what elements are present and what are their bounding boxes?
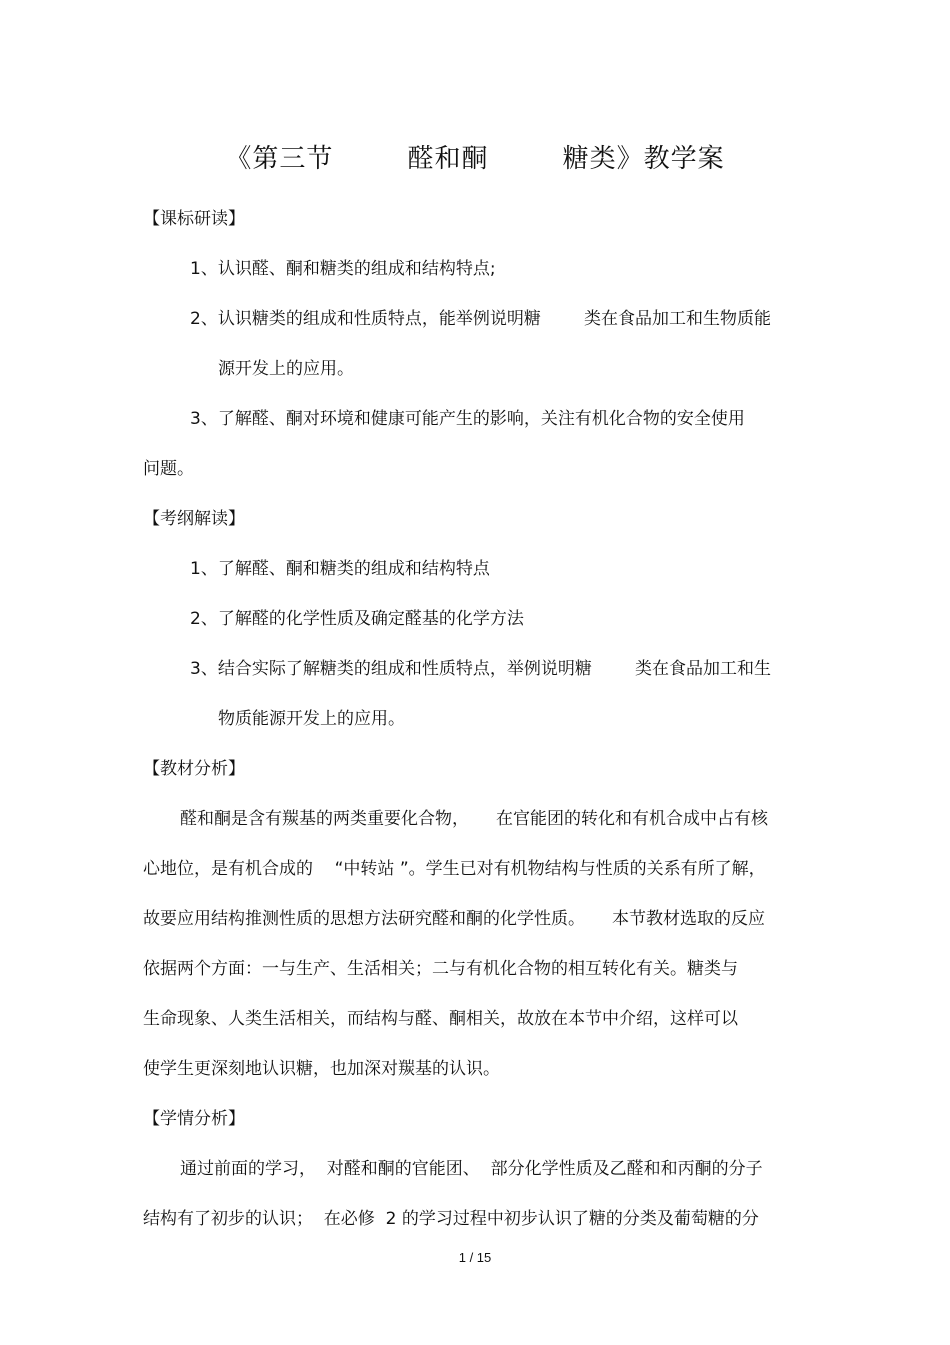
text-line: 通过前面的学习， 对醛和酮的官能团、 部分化学性质及乙醛和和丙酮的分子 (180, 1159, 763, 1179)
text-line: 3、结合实际了解糖类的组成和性质特点，举例说明糖 类在食品加工和生 (190, 659, 772, 679)
text-line: 物质能源开发上的应用。 (218, 709, 405, 729)
text-line: 2、认识糖类的组成和性质特点，能举例说明糖 类在食品加工和生物质能 (190, 309, 772, 329)
text-line: 问题。 (143, 459, 194, 479)
text-line: 故要应用结构推测性质的思想方法研究醛和酮的化学性质。 本节教材选取的反应 (143, 909, 766, 929)
section-heading-students: 【学情分析】 (143, 1109, 245, 1129)
text-line: 1、认识醛、酮和糖类的组成和结构特点; (190, 259, 496, 279)
section-heading-curriculum: 【课标研读】 (143, 209, 245, 229)
text-line: 依据两个方面：一与生产、生活相关；二与有机化合物的相互转化有关。糖类与 (143, 959, 738, 979)
section-heading-syllabus: 【考纲解读】 (143, 509, 245, 529)
text-line: 1、了解醛、酮和糖类的组成和结构特点 (190, 559, 490, 579)
text-line: 醛和酮是含有羰基的两类重要化合物， 在官能团的转化和有机合成中占有核 (180, 809, 769, 829)
text-line: 使学生更深刻地认识糖，也加深对羰基的认识。 (143, 1059, 500, 1079)
text-line: 源开发上的应用。 (218, 359, 354, 379)
text-line: 生命现象、人类生活相关，而结构与醛、酮相关，故放在本节中介绍，这样可以 (143, 1009, 738, 1029)
text-line: 结构有了初步的认识； 在必修 2 的学习过程中初步认识了糖的分类及葡萄糖的分 (143, 1209, 759, 1229)
text-line: 3、了解醛、酮对环境和健康可能产生的影响，关注有机化合物的安全使用 (190, 409, 745, 429)
document-title: 《第三节 醛和酮 糖类》教学案 (225, 144, 725, 174)
section-heading-textbook: 【教材分析】 (143, 759, 245, 779)
text-line: 2、了解醛的化学性质及确定醛基的化学方法 (190, 609, 524, 629)
text-line: 心地位，是有机合成的 “中转站 ”。学生已对有机物结构与性质的关系有所了解， (143, 859, 766, 879)
page-number: 1 / 15 (458, 1250, 492, 1265)
